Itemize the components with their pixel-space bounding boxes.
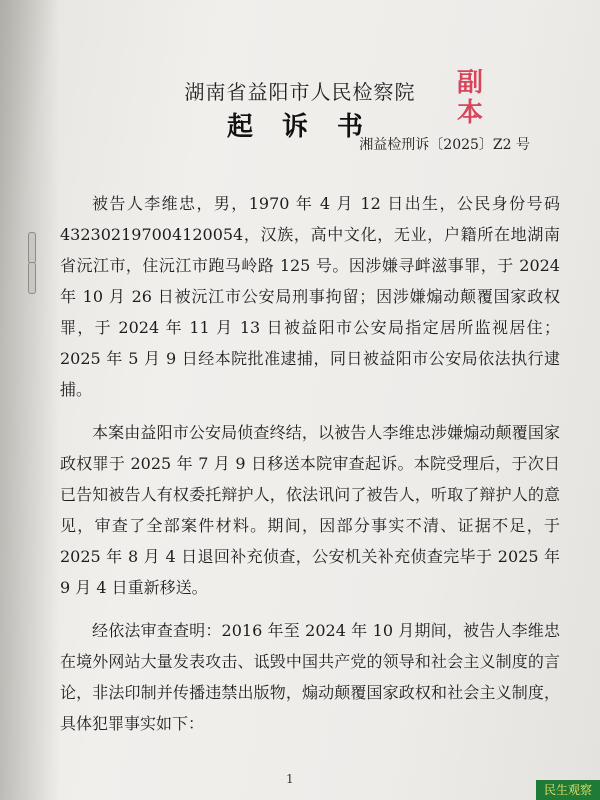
- copy-stamp: [448, 68, 492, 128]
- staple-bottom: [28, 262, 36, 294]
- source-watermark: 民生观察: [536, 780, 600, 800]
- page-number: 1: [286, 772, 294, 786]
- stamp-char-1: 副: [456, 68, 483, 98]
- document-number: 湘益检刑诉〔2025〕Z2 号: [359, 137, 530, 153]
- document-title: 起 诉 书: [226, 112, 374, 142]
- staple-top: [28, 232, 36, 264]
- paragraph-facts: 经依法审查查明：2016 年至 2024 年 10 月期间，被告人李维忠在境外网站大量发表攻击、诋毁中国共产党的领导和社会主义制度的言论，非法印制并传播违禁出版物，煽动颠覆国家政权和社会主义制度，具体犯罪事实如下：: [60, 621, 560, 733]
- paragraph-defendant-info: 被告人李维忠，男，1970 年 4 月 12 日出生，公民身份号码 432302197004120054，汉族，高中文化，无业，户籍所在地湖南省沅江市，住沅江市跑马岭路 125 号。因涉嫌寻衅滋事罪，于 2024 年 10 月 26 日被沅江市公安局刑事拘留；因涉嫌煽动颠覆国家政权罪，于 2024 年 11 月 13 日被益阳市公安局指定居所监视居住；2025 年 5 月 9 日经本院批准逮捕，同日被益阳市公安局依法执行逮捕。: [60, 194, 560, 399]
- paragraph-case-procedure: 本案由益阳市公安局侦查终结，以被告人李维忠涉嫌煽动颠覆国家政权罪于 2025 年 7 月 9 日移送本院审查起诉。本院受理后，于次日已告知被告人有权委托辩护人，依法讯问了被告人，听取了辩护人的意见，审查了全部案件材料。期间，因部分事实不清、证据不足，于 2025 年 8 月 4 日退回补充侦查，公安机关补充侦查完毕于 2025 年 9 月 4 日重新移送。: [60, 423, 560, 597]
- stamp-char-2: 本: [456, 98, 483, 128]
- agency-name: 湖南省益阳市人民检察院: [184, 80, 416, 104]
- document-body: [60, 188, 560, 751]
